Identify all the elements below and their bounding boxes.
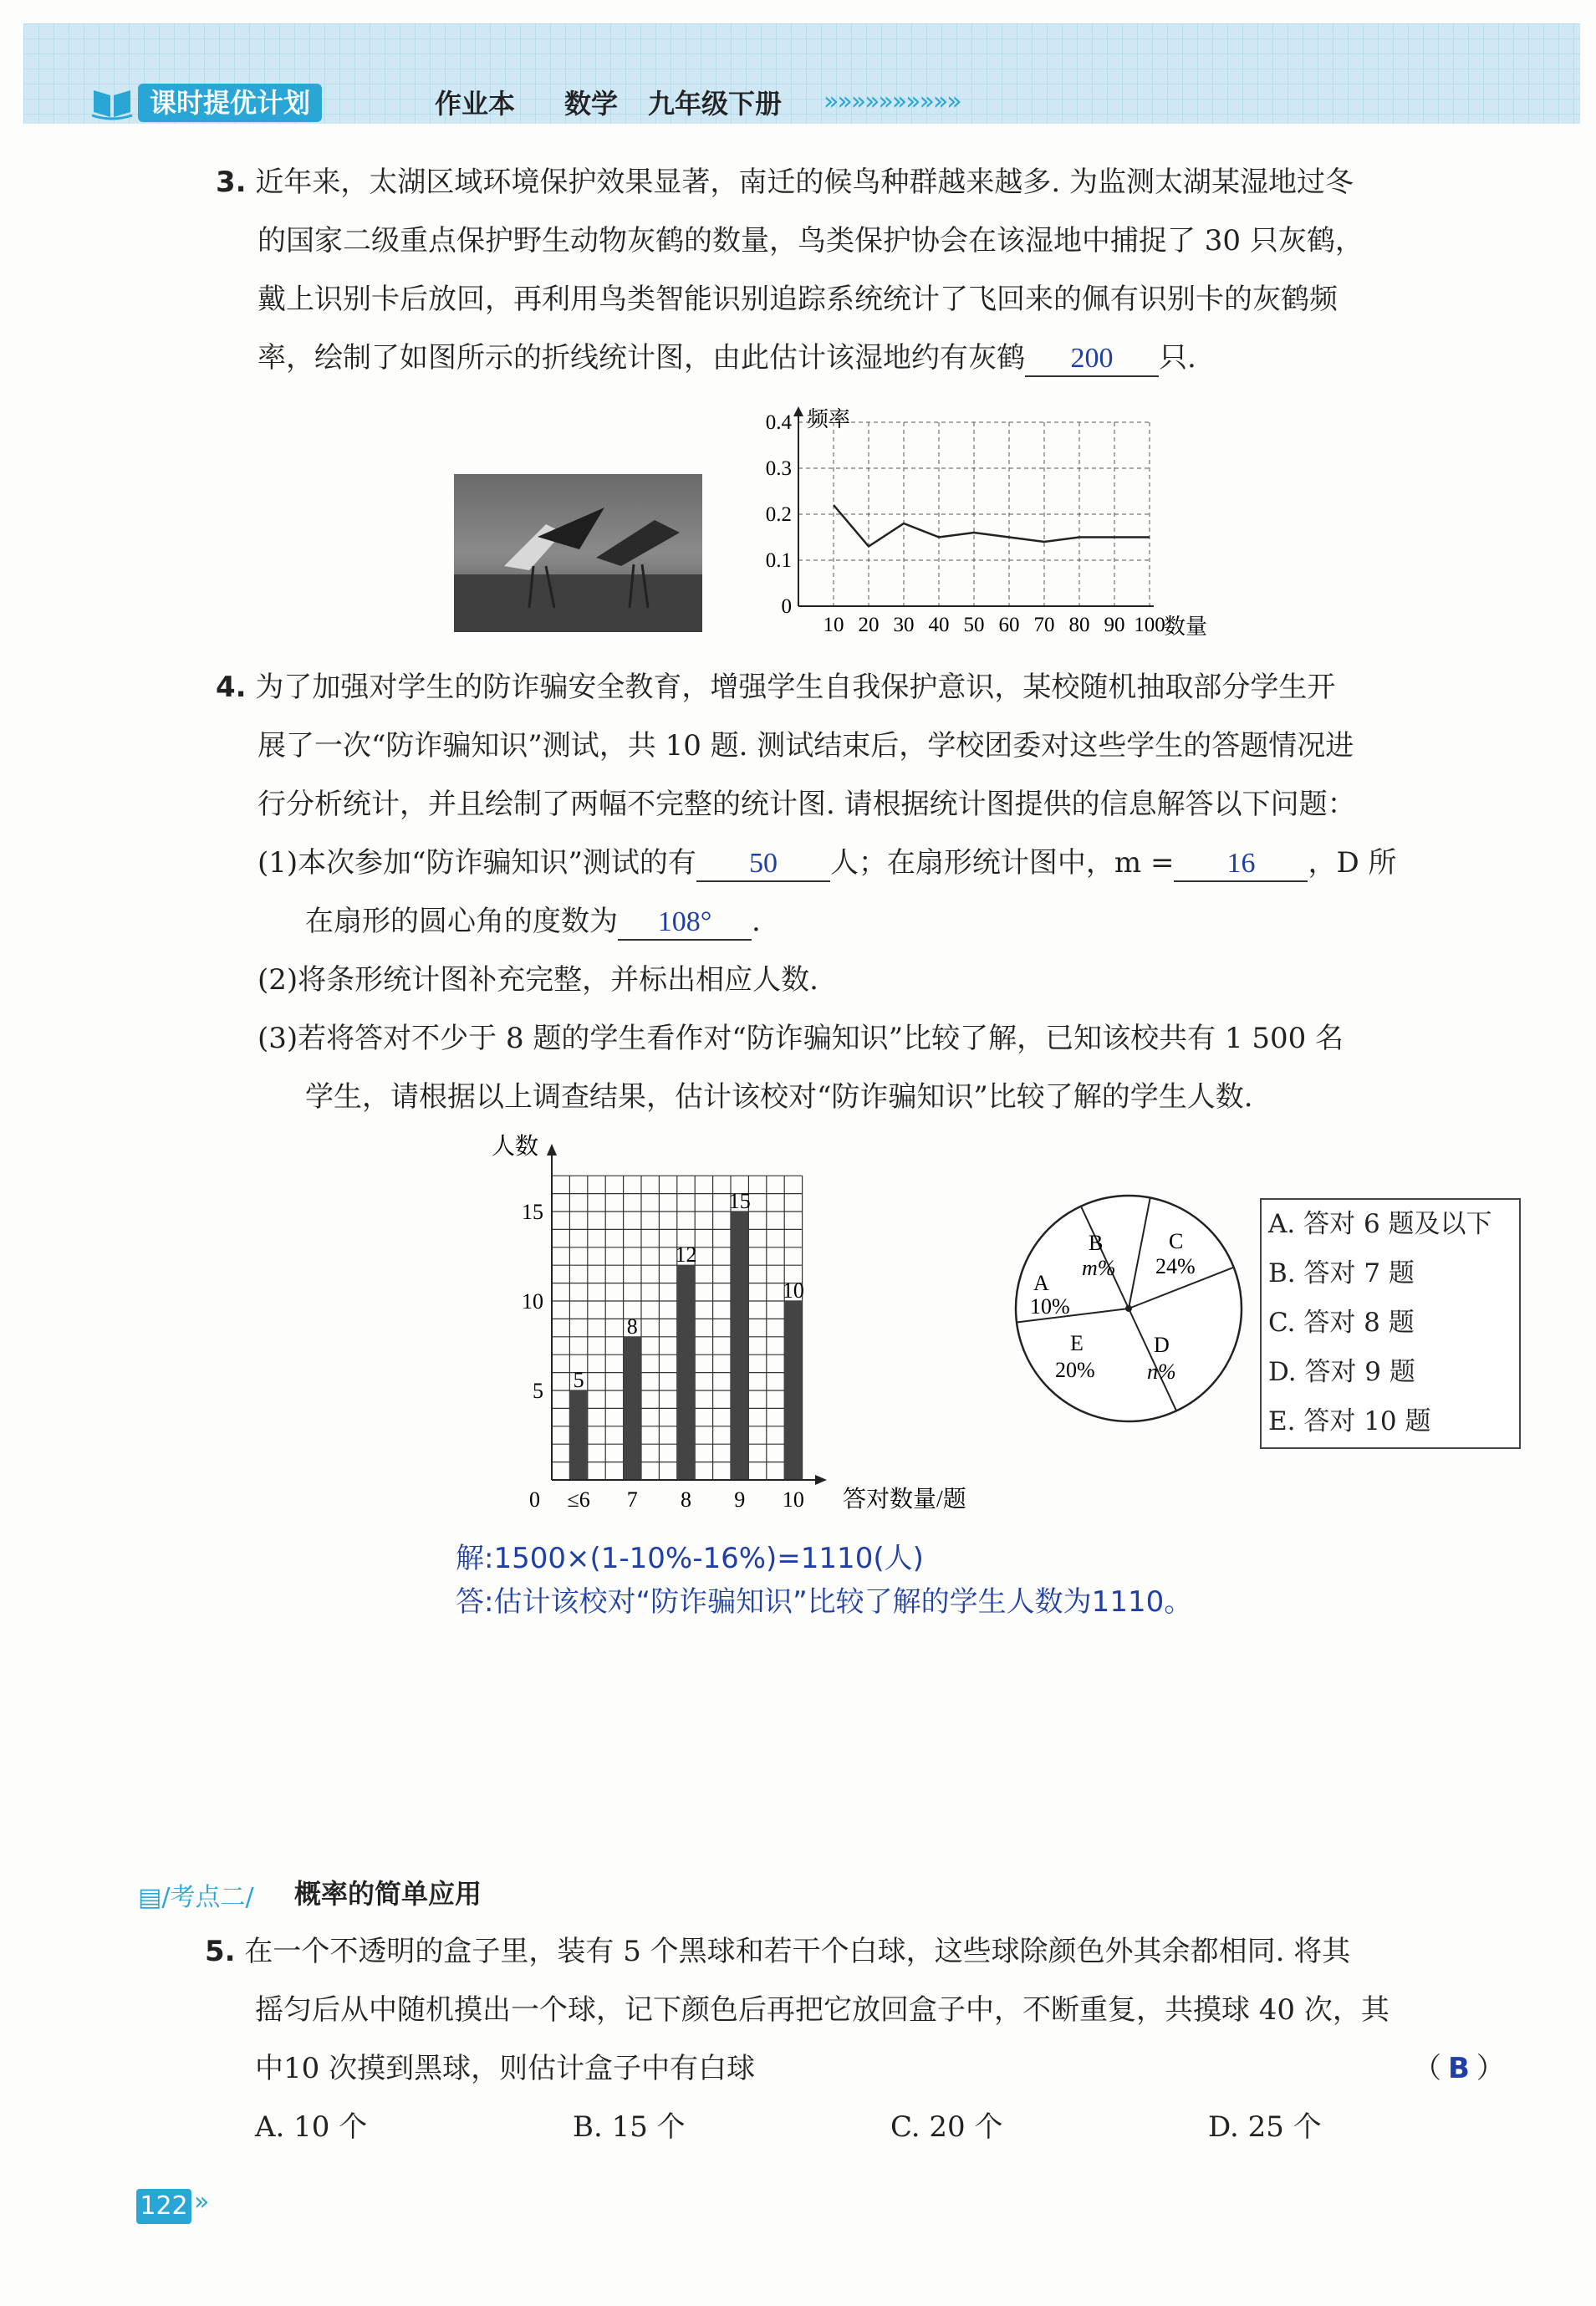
bar — [731, 1212, 748, 1480]
bar-y-axis-arrow-icon — [547, 1144, 557, 1156]
pie-slice-a-value: 10% — [1030, 1294, 1070, 1319]
line-chart-xtick: 80 — [1068, 614, 1090, 636]
q5-text-line2: 摇匀后从中随机摸出一个球，记下颜色后再把它放回盒子中，不断重复，共摸球 40 次，其 — [255, 1993, 1389, 2027]
section-title: 概率的简单应用 — [294, 1878, 482, 1910]
frequency-series-line — [834, 505, 1150, 547]
line-chart-xtick: 90 — [1104, 614, 1125, 636]
q4-solution-line2: 答:估计该校对“防诈骗知识”比较了解的学生人数为1110。 — [456, 1585, 1193, 1619]
book-icon — [90, 82, 134, 120]
bar-chart-ytick: 0 — [529, 1487, 540, 1512]
answers-bar-chart — [485, 1129, 1003, 1522]
bar-value-label: 10 — [782, 1278, 804, 1303]
legend-item-e: E. 答对 10 题 — [1268, 1406, 1431, 1436]
bar-chart-ytick: 15 — [522, 1200, 543, 1224]
q4-number: 4. — [216, 671, 247, 704]
pie-slice-c-label: C — [1169, 1229, 1184, 1253]
line-chart-xtick: 40 — [928, 614, 950, 636]
q4-answer-blank-1: 50 — [696, 847, 830, 882]
line-chart-xtick: 30 — [893, 614, 915, 636]
bar-x-axis-arrow-icon — [815, 1475, 827, 1485]
bar-chart-xtick: 8 — [681, 1487, 691, 1512]
line-chart-ytick: 0.2 — [765, 503, 792, 526]
q5-text-line1: 5. 在一个不透明的盒子里，装有 5 个黑球和若干个白球，这些球除颜色外其余都相同. 将其 — [205, 1935, 1351, 1968]
grade: 九年级下册 — [648, 88, 783, 120]
bar-chart-xlabel: 答对数量/题 — [843, 1487, 966, 1513]
bar-value-label: 15 — [728, 1189, 751, 1213]
y-axis-arrow-icon — [793, 406, 803, 416]
bar — [677, 1265, 695, 1480]
q4-solution-line1: 解:1500×(1-10%-16%)=1110(人) — [456, 1542, 924, 1575]
q3-number: 3. — [216, 166, 247, 199]
line-chart-ytick: 0.4 — [765, 411, 792, 434]
page-number: 122 — [136, 2189, 191, 2224]
q4-text-line1: 4. 为了加强对学生的防诈骗安全教育，增强学生自我保护意识，某校随机抽取部分学生开 — [216, 671, 1336, 704]
pie-slice-a-label: A — [1033, 1271, 1049, 1295]
pie-center — [1125, 1305, 1132, 1312]
line-chart-xtick: 70 — [1033, 614, 1055, 636]
frequency-line-chart — [757, 401, 1225, 644]
pie-slice-b-label: B — [1089, 1231, 1104, 1255]
bar-chart-xtick: 7 — [626, 1487, 638, 1512]
line-chart-xtick: 100 — [1134, 614, 1165, 636]
line-chart-ylabel: 频率 — [807, 407, 851, 431]
q4-part2: (2)将条形统计图补充完整，并标出相应人数. — [258, 963, 818, 997]
header-chevrons: »»»»»»»»»» — [823, 87, 961, 116]
page-chevron-icon: » — [194, 2187, 210, 2217]
q5-answer-bracket: （ B ） — [1413, 2052, 1505, 2085]
line-chart-ytick: 0.3 — [765, 457, 792, 480]
book-type: 作业本 — [435, 88, 516, 120]
line-chart-xtick: 60 — [998, 614, 1020, 636]
q3-text-line1: 3. 近年来，太湖区域环境保护效果显著，南迁的候鸟种群越来越多. 为监测太湖某湿地过冬 — [216, 166, 1354, 199]
pie-slice-b-value: m% — [1082, 1256, 1116, 1280]
section-tag: ▤/考点二/ — [138, 1883, 254, 1912]
bar-chart-ytick: 5 — [533, 1379, 543, 1403]
bar-chart-xtick: 9 — [734, 1487, 746, 1512]
bar-value-label: 12 — [675, 1242, 697, 1268]
line-chart-xtick: 20 — [858, 614, 880, 636]
q3-text-line2: 的国家二级重点保护野生动物灰鹤的数量，鸟类保护协会在该湿地中捕捉了 30 只灰鹤， — [258, 224, 1364, 258]
pie-legend — [1260, 1198, 1521, 1449]
q3-text-line4: 率，绘制了如图所示的折线统计图，由此估计该湿地约有灰鹤 200 只. — [258, 339, 1196, 377]
q4-part3-line2: 学生，请根据以上调查结果，估计该校对“防诈骗知识”比较了解的学生人数. — [305, 1080, 1253, 1114]
legend-item-d: D. 答对 9 题 — [1268, 1357, 1415, 1387]
q5-text-line3: 中10 次摸到黑球，则估计盒子中有白球 — [255, 2052, 756, 2085]
subject: 数学 — [564, 88, 619, 120]
crane-photo — [454, 474, 702, 632]
pie-slice-d-value: n% — [1147, 1360, 1176, 1384]
q5-answer: B — [1448, 2052, 1470, 2085]
pie-slice-e-value: 20% — [1055, 1358, 1095, 1382]
bar-chart-ytick: 10 — [522, 1289, 543, 1314]
bar-chart-xtick: ≤6 — [567, 1487, 590, 1512]
line-chart-ytick: 0 — [781, 595, 792, 618]
pie-slice-c-value: 24% — [1155, 1254, 1196, 1278]
legend-item-c: C. 答对 8 题 — [1268, 1308, 1415, 1338]
q3-answer-blank: 200 — [1025, 342, 1159, 377]
q5-number: 5. — [205, 1935, 236, 1968]
bar-chart-xtick: 10 — [782, 1487, 804, 1512]
line-chart-xtick: 10 — [823, 614, 844, 636]
line-chart-xlabel: 数量 — [1164, 615, 1208, 639]
brand-label: 课时提优计划 — [138, 84, 322, 122]
bar-value-label: 8 — [626, 1314, 638, 1339]
q4-part1-line2: 在扇形的圆心角的度数为 108° . — [305, 903, 761, 941]
answers-pie-chart — [1012, 1191, 1246, 1426]
legend-item-a: A. 答对 6 题及以下 — [1268, 1209, 1492, 1239]
bar — [784, 1301, 802, 1480]
bar-chart-grid — [552, 1176, 803, 1480]
q5-option-c: C. 20 个 — [890, 2110, 1003, 2144]
q4-text-line2: 展了一次“防诈骗知识”测试，共 10 题. 测试结束后，学校团委对这些学生的答题情况进 — [258, 729, 1354, 763]
q5-option-d: D. 25 个 — [1208, 2110, 1322, 2144]
line-chart-ytick: 0.1 — [765, 549, 792, 572]
line-chart-xtick: 50 — [963, 614, 985, 636]
line-chart-grid — [798, 422, 1150, 606]
pie-slice-e-label: E — [1070, 1331, 1084, 1355]
q5-option-b: B. 15 个 — [573, 2110, 686, 2144]
bar-chart-ylabel: 人数 — [492, 1134, 539, 1160]
bar-value-label: 5 — [573, 1368, 584, 1392]
pie-slice-d-label: D — [1154, 1333, 1170, 1357]
bar — [624, 1337, 641, 1480]
q4-answer-blank-3: 108° — [618, 906, 752, 941]
q4-part3-line1: (3)若将答对不少于 8 题的学生看作对“防诈骗知识”比较了解，已知该校共有 1 500 名 — [258, 1022, 1344, 1055]
q4-answer-blank-2: 16 — [1174, 847, 1308, 882]
q4-text-line3: 行分析统计，并且绘制了两幅不完整的统计图. 请根据统计图提供的信息解答以下问题： — [258, 788, 1356, 821]
legend-item-b: B. 答对 7 题 — [1268, 1258, 1415, 1288]
q4-part1-line1: (1)本次参加“防诈骗知识”测试的有 50 人；在扇形统计图中，m = 16 ，D 所 — [258, 844, 1397, 882]
q3-text-line3: 戴上识别卡后放回，再利用鸟类智能识别追踪系统统计了飞回来的佩有识别卡的灰鹤频 — [258, 283, 1338, 316]
q5-option-a: A. 10 个 — [255, 2110, 368, 2144]
bar — [569, 1390, 587, 1480]
